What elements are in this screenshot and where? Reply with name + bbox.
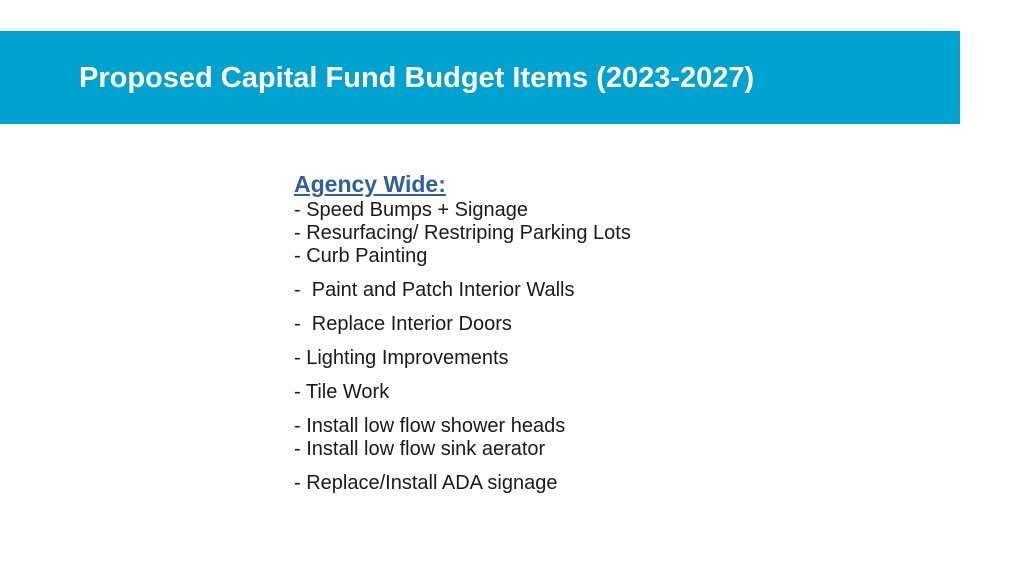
list-item: - Lighting Improvements — [294, 347, 509, 369]
agency-wide-section — [294, 170, 934, 495]
list-item: - Replace Interior Doors — [294, 313, 512, 335]
list-item: - Speed Bumps + Signage — [294, 199, 529, 221]
list-item: - Install low flow sink aerator — [294, 438, 546, 460]
agency-wide-heading: Agency Wide: — [294, 171, 446, 197]
list-item: - Install low flow shower heads — [294, 415, 566, 437]
list-item: - Replace/Install ADA signage — [294, 472, 558, 494]
list-item: - Curb Painting — [294, 245, 428, 267]
list-item: - Paint and Patch Interior Walls — [294, 279, 575, 301]
list-item: - Tile Work — [294, 381, 390, 403]
slide-title: Proposed Capital Fund Budget Items (2023-2027) — [79, 62, 755, 94]
list-item: - Resurfacing/ Restriping Parking Lots — [294, 222, 631, 244]
